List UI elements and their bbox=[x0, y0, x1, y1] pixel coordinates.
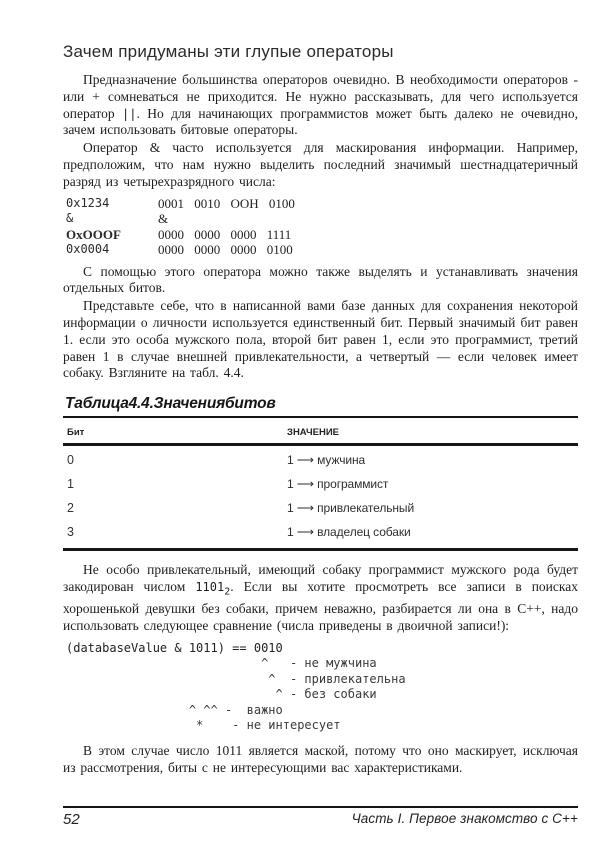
paragraph-5-text-a: Не особо привлекательный, имеющий собаку программист мужского рода будет закодирован числом bbox=[63, 562, 578, 594]
running-title: Часть I. Первое знакомство с C++ bbox=[351, 811, 578, 826]
value-cell: 1 ⟶ привлекательный bbox=[287, 501, 415, 516]
table-body bbox=[63, 446, 578, 551]
annotation-line-important: ^ ^^ - важно bbox=[66, 702, 283, 717]
table-row bbox=[63, 448, 578, 472]
code-row bbox=[66, 227, 578, 243]
binary-literal: 1101 bbox=[195, 579, 225, 594]
annotation-line-no-dog: ^ - без собаки bbox=[66, 687, 377, 702]
binary-operator: & bbox=[158, 211, 169, 227]
pipes-operator-code: || bbox=[122, 106, 137, 121]
page-number: 52 bbox=[63, 811, 80, 828]
code-expression-line: (databaseValue & 1011) == 0010 bbox=[66, 640, 283, 655]
paragraph-6: В этом случае число 1011 является маской, потому что оно маскирует, исключая из рассмотрения, биты с не интересующими вас характеристиками. bbox=[63, 742, 578, 775]
code-row bbox=[66, 211, 578, 227]
page-content bbox=[63, 42, 578, 776]
binary-value: 0000 0000 0000 1111 bbox=[158, 226, 292, 242]
table-4-4 bbox=[63, 395, 578, 551]
bit-cell: 1 bbox=[67, 477, 74, 492]
hex-operand: OxOOOF bbox=[66, 226, 121, 242]
table-row bbox=[63, 520, 578, 544]
section-heading: Зачем придуманы эти глупые операторы bbox=[63, 42, 394, 61]
paragraph-3: С помощью этого оператора можно также выделять и устанавливать значения отдельных битов. bbox=[63, 263, 578, 296]
paragraph-1 bbox=[63, 72, 578, 139]
paragraph-1-text-a: Предназначение большинства операторов очевидно. В необходимости операторов - или + сомневаться не приходится. Не нужно рассказывать, для чего используется оператор bbox=[63, 72, 578, 121]
column-header-value: ЗНАЧЕНИЕ bbox=[287, 427, 339, 439]
paragraph-1-text-b: . Но для начинающих программистов может быть далеко не очевидно, зачем использовать битовые операторы. bbox=[63, 105, 578, 138]
binary-literal-code bbox=[195, 579, 231, 598]
code-row bbox=[66, 196, 578, 212]
binary-result: 0000 0000 0000 0100 bbox=[158, 242, 293, 258]
table-row bbox=[63, 472, 578, 496]
table-row bbox=[63, 496, 578, 520]
paragraph-5-text-b: . Если вы хотите просмотреть все записи в поисках хорошенькой девушки без собаки, причем неважно, разбирается ли она в C++, надо использовать следующее сравнение (числа приведены в двоичной записи!): bbox=[63, 578, 578, 633]
code-row bbox=[66, 242, 578, 258]
bit-cell: 0 bbox=[67, 453, 74, 468]
annotation-line-attractive: ^ - привлекательна bbox=[66, 671, 406, 686]
paragraph-5 bbox=[63, 562, 578, 635]
annotation-line-not-interesting: * - не интересует bbox=[66, 718, 341, 733]
column-header-bit: Бит bbox=[67, 427, 85, 439]
paragraph-4: Представьте себе, что в написанной вами базе данных для сохранения некоторой информации о личности используется единственный бит. Первый значимый бит равен 1. если это особа мужского пола, второй бит равен 1, если это программист, третий равен 1 в случае внешней привлекательности, а четвертый — если человек имеет собаку. Взгляните на табл. 4.4. bbox=[63, 298, 578, 381]
hex-result: 0x0004 bbox=[66, 242, 110, 257]
bit-cell: 3 bbox=[67, 525, 74, 540]
binary-value: 0001 0010 OOH 0100 bbox=[158, 195, 295, 211]
value-cell: 1 ⟶ программист bbox=[287, 477, 389, 492]
mask-comparison-code-block bbox=[66, 641, 578, 734]
hex-operator: & bbox=[66, 211, 74, 226]
table-header-row bbox=[63, 418, 578, 446]
annotation-line-not-male: ^ - не мужчина bbox=[66, 656, 377, 671]
radix-subscript: 2 bbox=[224, 586, 231, 598]
value-cell: 1 ⟶ мужчина bbox=[287, 453, 366, 468]
paragraph-2: Оператор & часто используется для маскирования информации. Например, предположим, что нам нужно выделить последний значимый шестнадцатеричный разряд из четырехразрядного числа: bbox=[63, 140, 578, 189]
value-cell: 1 ⟶ владелец собаки bbox=[287, 525, 411, 540]
hex-mask-code-block bbox=[66, 196, 578, 258]
table-title: Таблица4.4.Значениябитов bbox=[63, 395, 578, 418]
bit-cell: 2 bbox=[67, 501, 74, 516]
page-footer bbox=[63, 806, 578, 828]
hex-operand: 0x1234 bbox=[66, 195, 110, 210]
